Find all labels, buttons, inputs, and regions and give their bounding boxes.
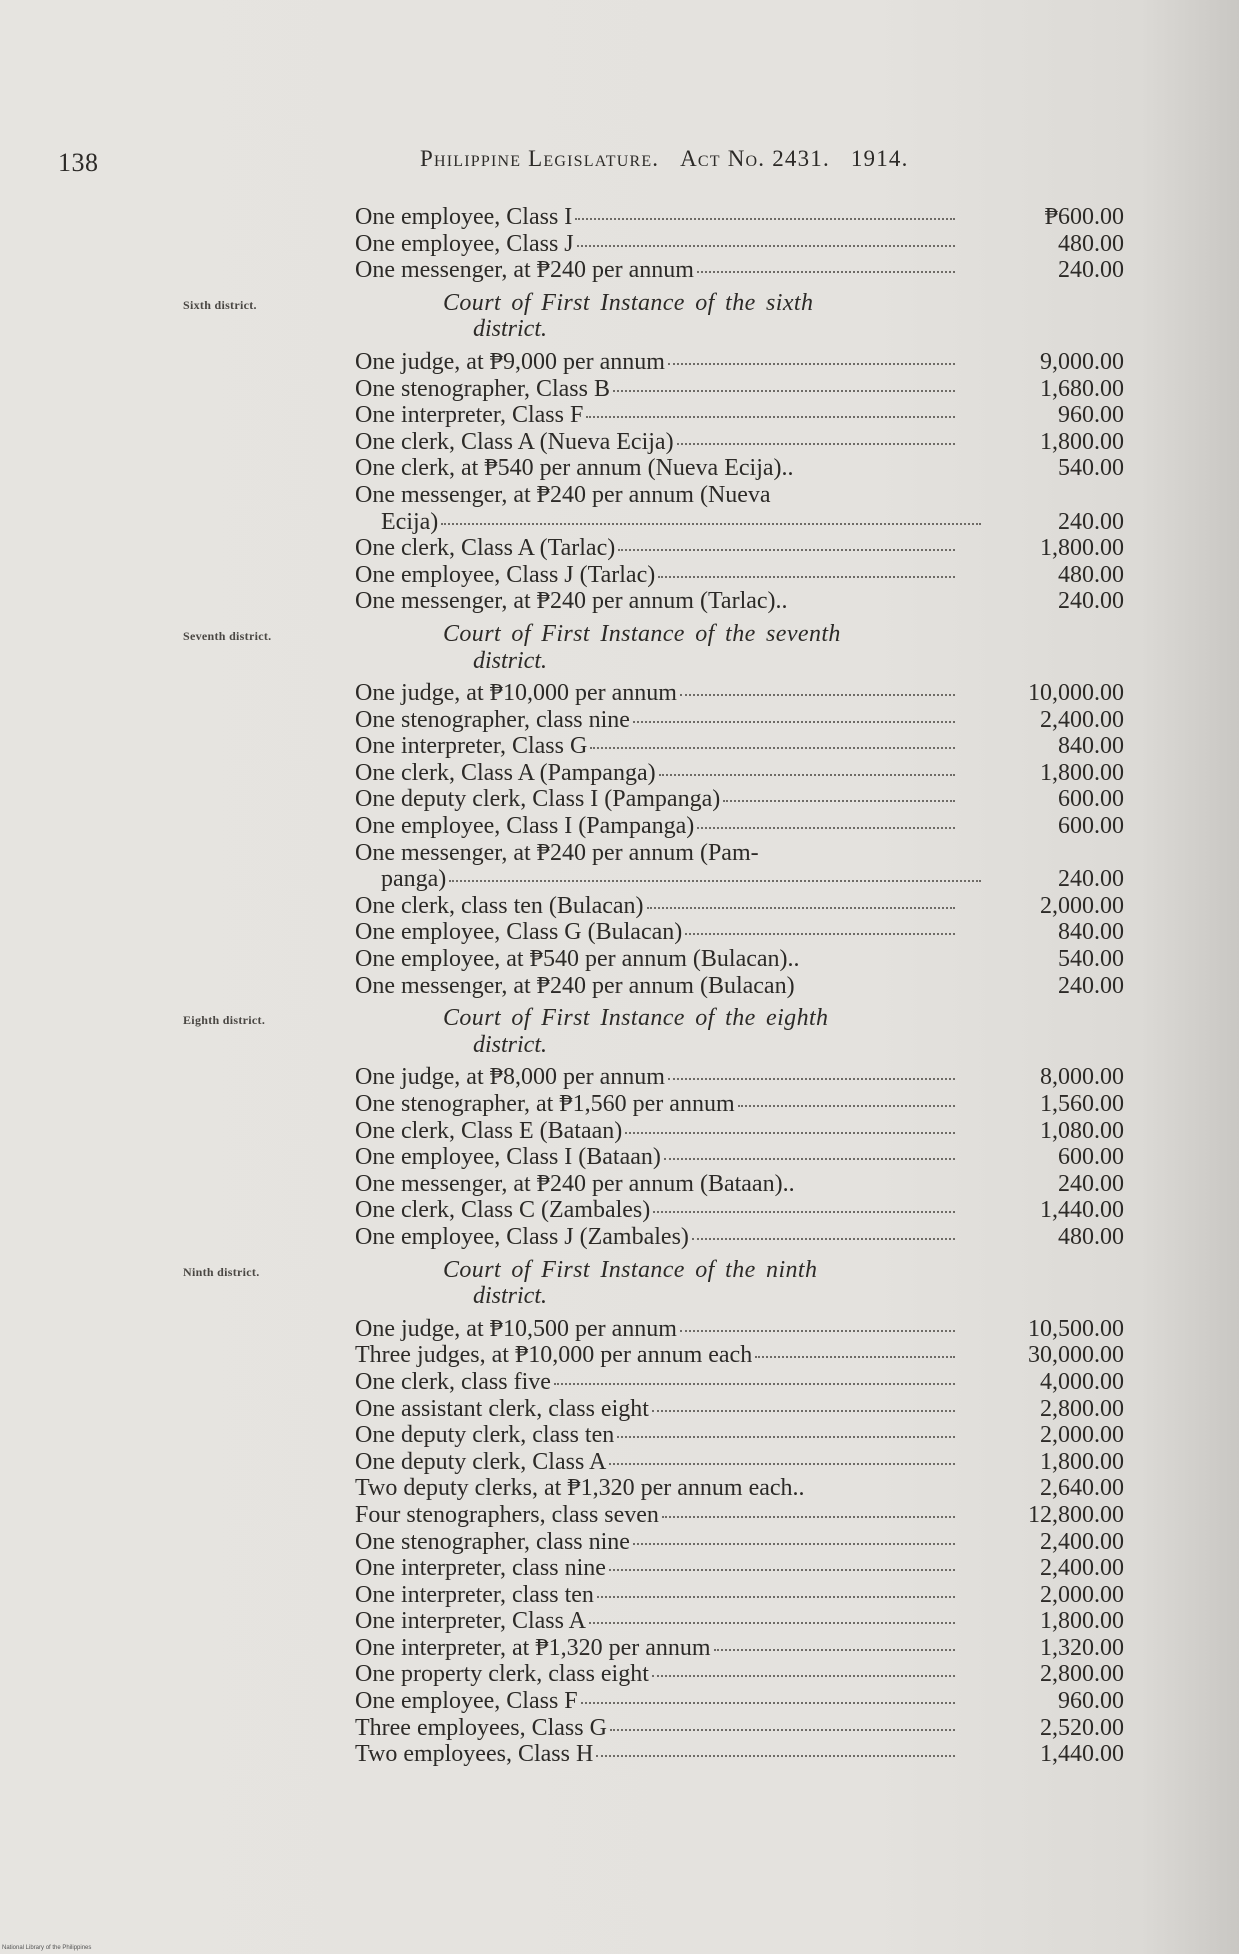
line-item-amount: 240.00 — [1058, 866, 1124, 893]
line-item — [355, 1529, 1130, 1556]
line-item-amount: 1,560.00 — [1040, 1091, 1124, 1117]
court-heading-line-1: Court of First Instance of the seventh — [443, 620, 841, 647]
line-item-amount: 2,800.00 — [1040, 1661, 1124, 1688]
line-item — [355, 866, 1130, 893]
dot-leader — [697, 271, 955, 273]
line-item-text: One messenger, at ₱240 per annum (Tarlac).. — [355, 588, 788, 615]
dot-leader — [575, 218, 955, 220]
line-item-text: One interpreter, class nine — [355, 1555, 606, 1582]
line-item-label — [355, 919, 955, 946]
line-item-amount: 600.00 — [1058, 813, 1124, 840]
line-item-text: Four stenographers, class seven — [355, 1501, 659, 1528]
line-item — [355, 1422, 1130, 1449]
running-head-title: Philippine Legislature. — [420, 146, 660, 171]
line-item-text: One judge, at ₱9,000 per annum — [355, 348, 665, 375]
dot-leader — [613, 390, 955, 392]
line-item-label — [355, 1449, 955, 1476]
line-item — [355, 1369, 1130, 1396]
line-item-amount: 2,400.00 — [1040, 706, 1124, 733]
line-item-text: One clerk, Class A (Tarlac) — [355, 535, 616, 562]
line-item-amount: 9,000.00 — [1040, 348, 1124, 375]
line-item-label — [355, 588, 955, 615]
line-item-text: One employee, Class I (Bataan) — [355, 1144, 661, 1171]
line-item — [355, 535, 1130, 562]
line-item-text: One employee, Class F — [355, 1688, 578, 1715]
line-item-label — [355, 1197, 955, 1224]
line-item-label — [355, 1741, 955, 1768]
line-item-text: One messenger, at ₱240 per annum (Bulacan) — [355, 972, 795, 999]
line-item-label — [355, 562, 955, 589]
district-side-note: Sixth district. — [183, 297, 257, 312]
dot-leader — [692, 1238, 955, 1240]
line-item-label — [355, 257, 955, 284]
dot-leader — [662, 1516, 955, 1518]
line-item-amount: 1,800.00 — [1040, 428, 1124, 455]
line-item-text: One interpreter, Class F — [355, 402, 584, 429]
line-item-amount: 1,800.00 — [1040, 535, 1124, 562]
line-item-amount: 1,320.00 — [1040, 1634, 1124, 1661]
line-item-amount: 2,800.00 — [1040, 1395, 1124, 1422]
line-item-label — [355, 1171, 955, 1198]
line-item-text: Three employees, Class G — [355, 1714, 607, 1741]
line-item — [355, 429, 1130, 456]
line-item-label — [355, 1422, 955, 1449]
line-item — [355, 893, 1130, 920]
line-item-amount: 2,400.00 — [1040, 1555, 1124, 1582]
running-head — [420, 146, 1080, 172]
line-item — [355, 973, 1130, 1000]
line-item-amount: 30,000.00 — [1028, 1342, 1124, 1369]
line-item-text: One employee, Class I — [355, 204, 573, 230]
line-item-label — [355, 402, 955, 429]
running-head-act: Act No. 2431. — [680, 146, 830, 171]
court-heading-line-1: Court of First Instance of the ninth — [443, 1256, 818, 1283]
dot-leader — [755, 1356, 955, 1358]
dot-leader — [652, 1410, 955, 1412]
court-heading-line-2: district. — [473, 1031, 548, 1058]
line-item — [355, 1342, 1130, 1369]
line-item-label — [355, 1091, 955, 1118]
dot-leader — [449, 880, 981, 882]
line-item-amount: 1,800.00 — [1040, 759, 1124, 786]
line-item-amount: 600.00 — [1058, 786, 1124, 813]
line-item — [355, 1091, 1130, 1118]
line-item — [355, 402, 1130, 429]
line-item-text: One interpreter, Class A — [355, 1608, 586, 1635]
line-item-amount: 1,800.00 — [1040, 1448, 1124, 1475]
line-item — [355, 946, 1130, 973]
dot-leader — [581, 1702, 955, 1704]
line-item-text: One stenographer, class nine — [355, 706, 630, 733]
dot-leader — [653, 1211, 955, 1213]
dot-leader — [586, 416, 955, 418]
line-item — [355, 733, 1130, 760]
line-item — [355, 1064, 1130, 1091]
line-item — [355, 1475, 1130, 1502]
line-item — [355, 1688, 1130, 1715]
line-item-label — [355, 786, 955, 813]
dot-leader — [658, 576, 955, 578]
dot-leader — [618, 549, 955, 551]
line-item-amount: 1,800.00 — [1040, 1608, 1124, 1635]
line-item-label — [355, 893, 955, 920]
dot-leader — [714, 1649, 955, 1651]
line-item-text: One employee, Class J (Zambales) — [355, 1223, 689, 1250]
line-item-text: One employee, Class J — [355, 230, 574, 257]
dot-leader — [596, 1755, 955, 1757]
line-item-label — [355, 1224, 955, 1251]
line-item-text: One employee, Class I (Pampanga) — [355, 813, 695, 840]
dot-leader — [609, 1569, 955, 1571]
line-item-text: One messenger, at ₱240 per annum (Bataan).. — [355, 1170, 795, 1197]
line-item-label — [355, 840, 955, 867]
line-item-amount: 960.00 — [1058, 402, 1124, 429]
line-item-text: One clerk, Class A (Nueva Ecija) — [355, 428, 674, 455]
line-item-label — [355, 760, 955, 787]
line-item-text: One deputy clerk, class ten — [355, 1422, 615, 1449]
line-item-text: One clerk, at ₱540 per annum (Nueva Ecija).. — [355, 455, 794, 482]
line-item-text: Two deputy clerks, at ₱1,320 per annum each.. — [355, 1475, 805, 1502]
line-item-text: One property clerk, class eight — [355, 1661, 649, 1688]
line-item-amount: 1,680.00 — [1040, 375, 1124, 402]
line-item-text: One interpreter, at ₱1,320 per annum — [355, 1634, 711, 1661]
line-item-label — [355, 1064, 955, 1091]
line-item — [355, 1582, 1130, 1609]
line-item-label — [355, 1688, 955, 1715]
line-item — [355, 760, 1130, 787]
line-item-amount: 2,400.00 — [1040, 1528, 1124, 1555]
page-number: 138 — [58, 148, 99, 177]
dot-leader — [590, 747, 955, 749]
dot-leader — [685, 933, 955, 935]
court-heading-line-2: district. — [473, 316, 548, 343]
line-item — [355, 588, 1130, 615]
dot-leader — [697, 827, 955, 829]
district-side-note: Seventh district. — [183, 628, 272, 643]
dot-leader — [617, 1436, 955, 1438]
line-item-label — [355, 429, 955, 456]
line-item-label — [355, 509, 981, 536]
dot-leader — [554, 1383, 955, 1385]
line-item-text: One interpreter, Class G — [355, 733, 588, 760]
line-item — [355, 562, 1130, 589]
line-item-label — [355, 204, 955, 231]
line-item-amount: 8,000.00 — [1040, 1064, 1124, 1091]
line-item-text: One interpreter, class ten — [355, 1581, 594, 1608]
line-item-amount: 4,000.00 — [1040, 1368, 1124, 1395]
court-heading — [183, 620, 1130, 674]
court-heading — [183, 289, 1130, 343]
line-item-amount: 2,520.00 — [1040, 1714, 1124, 1741]
line-item-label — [355, 1502, 955, 1529]
line-item-label — [355, 1396, 955, 1423]
line-item — [355, 1661, 1130, 1688]
line-item — [355, 455, 1130, 482]
line-item-label — [355, 1555, 955, 1582]
district-side-note: Eighth district. — [183, 1013, 266, 1028]
line-item-text: One clerk, class five — [355, 1368, 551, 1395]
line-item-amount: 1,440.00 — [1040, 1741, 1124, 1768]
dot-leader — [659, 774, 955, 776]
line-item-label — [355, 482, 955, 509]
running-head-year: 1914. — [850, 146, 909, 171]
line-item-text: One employee, Class G (Bulacan) — [355, 919, 683, 946]
line-item-amount: 2,000.00 — [1040, 1581, 1124, 1608]
line-item — [355, 1741, 1130, 1768]
line-item-label — [355, 1475, 955, 1502]
line-item — [355, 376, 1130, 403]
line-item-label — [355, 376, 955, 403]
line-item-text: One messenger, at ₱240 per annum (Nueva — [355, 481, 771, 508]
line-item-text: One clerk, Class A (Pampanga) — [355, 759, 656, 786]
line-item — [355, 1316, 1130, 1343]
line-item-label — [355, 813, 955, 840]
dot-leader — [668, 1078, 955, 1080]
line-item-label — [355, 1144, 955, 1171]
line-item-text: One messenger, at ₱240 per annum (Pam- — [355, 839, 759, 866]
line-item-amount: 480.00 — [1058, 230, 1124, 257]
line-item-label — [355, 1342, 955, 1369]
line-item — [355, 1608, 1130, 1635]
line-item-label — [355, 1369, 955, 1396]
line-item-text: One stenographer, Class B — [355, 375, 610, 402]
line-item-label — [355, 1635, 955, 1662]
line-item-amount: 240.00 — [1058, 588, 1124, 615]
line-item-amount: 540.00 — [1058, 455, 1124, 482]
dot-leader — [680, 1330, 955, 1332]
line-item-text: Two employees, Class H — [355, 1741, 594, 1768]
line-item — [355, 349, 1130, 376]
line-item-label — [355, 349, 955, 376]
court-heading-line-2: district. — [473, 1283, 548, 1310]
line-item-label — [355, 231, 955, 258]
line-item-amount: 2,000.00 — [1040, 1422, 1124, 1449]
line-item — [355, 1396, 1130, 1423]
line-item-amount: ₱600.00 — [1044, 204, 1124, 230]
line-item-label — [355, 866, 981, 893]
court-heading — [183, 1256, 1130, 1310]
line-item-label — [355, 1715, 955, 1742]
dot-leader — [677, 443, 955, 445]
line-item-label — [355, 455, 955, 482]
line-item — [355, 482, 1130, 509]
dot-leader — [668, 363, 955, 365]
line-item-label — [355, 680, 955, 707]
line-item-amount: 960.00 — [1058, 1688, 1124, 1715]
line-item — [355, 1224, 1130, 1251]
line-item-label — [355, 1661, 955, 1688]
line-item-text: One employee, at ₱540 per annum (Bulacan).. — [355, 946, 800, 973]
line-item-amount: 600.00 — [1058, 1144, 1124, 1171]
line-item-amount: 1,440.00 — [1040, 1197, 1124, 1224]
line-item-amount: 1,080.00 — [1040, 1117, 1124, 1144]
line-item — [355, 1171, 1130, 1198]
line-item-amount: 240.00 — [1058, 508, 1124, 535]
line-item-amount: 12,800.00 — [1028, 1501, 1124, 1528]
line-item-label — [355, 1316, 955, 1343]
dot-leader — [610, 1729, 955, 1731]
line-item-amount: 540.00 — [1058, 946, 1124, 973]
line-item-label — [355, 1118, 955, 1145]
line-item-text: One stenographer, class nine — [355, 1528, 630, 1555]
line-item — [355, 813, 1130, 840]
line-item — [355, 707, 1130, 734]
line-item-text: One deputy clerk, Class A — [355, 1448, 607, 1475]
line-item-amount: 10,500.00 — [1028, 1315, 1124, 1342]
line-item-text: One judge, at ₱10,500 per annum — [355, 1315, 677, 1342]
line-item-text: One stenographer, at ₱1,560 per annum — [355, 1091, 735, 1117]
dot-leader — [723, 800, 955, 802]
line-item — [355, 1715, 1130, 1742]
line-item — [355, 1555, 1130, 1582]
line-item — [355, 1144, 1130, 1171]
line-item-label — [355, 946, 955, 973]
court-heading-line-2: district. — [473, 647, 548, 674]
line-item — [355, 1635, 1130, 1662]
line-item-amount: 10,000.00 — [1028, 680, 1124, 707]
dot-leader — [652, 1675, 955, 1677]
line-item-text: panga) — [381, 866, 447, 893]
dot-leader — [609, 1463, 955, 1465]
dot-leader — [633, 1543, 955, 1545]
line-item-text: One employee, Class J (Tarlac) — [355, 561, 656, 588]
line-item-text: One deputy clerk, Class I (Pampanga) — [355, 786, 721, 813]
line-item-text: Ecija) — [381, 508, 439, 535]
line-item-text: One judge, at ₱8,000 per annum — [355, 1064, 665, 1091]
line-item-amount: 840.00 — [1058, 919, 1124, 946]
court-heading-line-1: Court of First Instance of the sixth — [443, 289, 814, 316]
line-item — [355, 840, 1130, 867]
line-item-amount: 2,000.00 — [1040, 892, 1124, 919]
line-item-amount: 240.00 — [1058, 1170, 1124, 1197]
dot-leader — [647, 907, 955, 909]
line-item-label — [355, 707, 955, 734]
appropriation-list — [183, 204, 1130, 1768]
line-item-label — [355, 1529, 955, 1556]
dot-leader — [680, 694, 955, 696]
line-item-amount: 240.00 — [1058, 257, 1124, 284]
court-heading — [183, 1005, 1130, 1058]
court-heading-line-1: Court of First Instance of the eighth — [443, 1005, 829, 1032]
dot-leader — [577, 245, 955, 247]
line-item-label — [355, 973, 955, 1000]
dot-leader — [738, 1105, 955, 1107]
line-item-label — [355, 535, 955, 562]
line-item-text: One clerk, Class E (Bataan) — [355, 1117, 623, 1144]
line-item — [355, 231, 1130, 258]
line-item — [355, 509, 1130, 536]
line-item-amount: 2,640.00 — [1040, 1475, 1124, 1502]
line-item-text: One messenger, at ₱240 per annum — [355, 257, 694, 284]
line-item — [355, 1449, 1130, 1476]
line-item-label — [355, 733, 955, 760]
dot-leader — [664, 1158, 955, 1160]
dot-leader — [633, 721, 955, 723]
line-item — [355, 1502, 1130, 1529]
scan-footer-note: National Library of the Philippines — [2, 1945, 92, 1951]
line-item-amount: 240.00 — [1058, 972, 1124, 999]
line-item — [355, 257, 1130, 284]
line-item-text: One clerk, Class C (Zambales) — [355, 1197, 651, 1224]
dot-leader — [625, 1132, 955, 1134]
line-item-amount: 840.00 — [1058, 733, 1124, 760]
line-item-amount: 480.00 — [1058, 561, 1124, 588]
line-item-text: One judge, at ₱10,000 per annum — [355, 680, 677, 707]
dot-leader — [441, 523, 981, 525]
line-item — [355, 786, 1130, 813]
dot-leader — [589, 1622, 955, 1624]
line-item-label — [355, 1582, 955, 1609]
line-item — [355, 1197, 1130, 1224]
line-item-text: One clerk, class ten (Bulacan) — [355, 892, 644, 919]
line-item — [355, 1118, 1130, 1145]
line-item-text: Three judges, at ₱10,000 per annum each — [355, 1342, 753, 1369]
line-item — [355, 204, 1130, 231]
line-item-amount: 480.00 — [1058, 1223, 1124, 1250]
line-item — [355, 680, 1130, 707]
line-item-text: One assistant clerk, class eight — [355, 1395, 649, 1422]
line-item-label — [355, 1608, 955, 1635]
district-side-note: Ninth district. — [183, 1264, 260, 1279]
line-item — [355, 919, 1130, 946]
dot-leader — [597, 1596, 955, 1598]
